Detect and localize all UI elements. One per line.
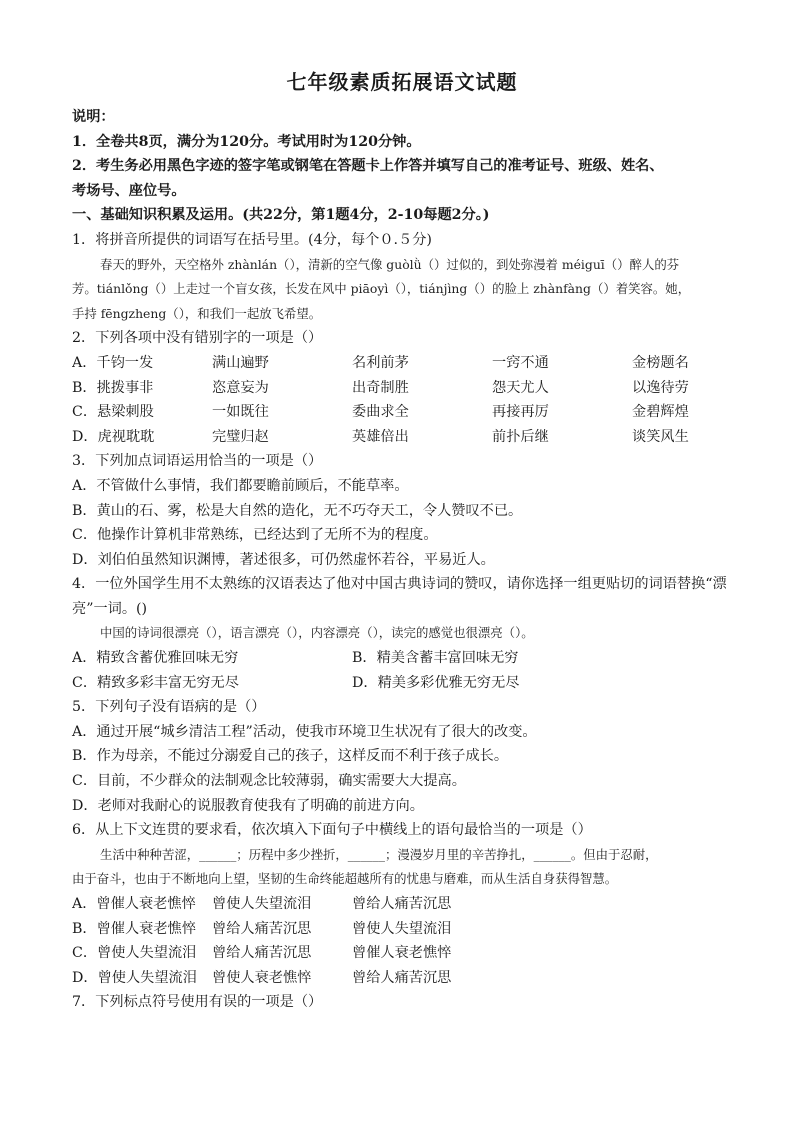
question-5-option-d: D．老师对我耐心的说服教育使我有了明确的前进方向。 bbox=[72, 797, 424, 814]
question-2-options bbox=[72, 351, 732, 449]
instruction-item-1: 1．全卷共8页，满分为120分。考试用时为120分钟。 bbox=[72, 133, 421, 150]
question-6-passage-line: 由于奋斗，也由于不断地向上望，坚韧的生命终能超越所有的忧患与磨难，而从生活自身获得智慧。 bbox=[72, 871, 618, 887]
option-cell: 曾催人衰老憔悴 bbox=[352, 945, 452, 962]
option-cell: 再接再厉 bbox=[492, 404, 549, 421]
option-cell: 曾使人衰老憔悴 bbox=[212, 969, 312, 986]
option-cell: 一窍不通 bbox=[492, 354, 549, 371]
option-cell: 金碧辉煌 bbox=[632, 404, 689, 421]
option-cell: 谈笑风生 bbox=[632, 428, 689, 445]
question-3-option-d: D．刘伯伯虽然知识渊博，著述很多，可仍然虚怀若谷，平易近人。 bbox=[72, 551, 495, 568]
page-title: 七年级素质拓展语文试题 bbox=[286, 70, 518, 94]
question-5-option-a: A．通过开展“城乡清洁工程”活动，使我市环境卫生状况有了很大的改变。 bbox=[72, 723, 537, 740]
question-1-stem: 1．将拼音所提供的词语写在括号里。(4分，每个０.５分) bbox=[72, 231, 432, 248]
option-cell: D．曾使人失望流泪 bbox=[72, 969, 197, 986]
question-2-stem: 2．下列各项中没有错别字的一项是（） bbox=[72, 330, 323, 347]
question-5-option-b: B．作为母亲，不能过分溺爱自己的孩子，这样反而不利于孩子成长。 bbox=[72, 748, 509, 765]
option-cell: 英雄倍出 bbox=[352, 428, 409, 445]
option-cell: A．千钧一发 bbox=[72, 354, 154, 371]
question-6-options bbox=[72, 892, 732, 990]
option-cell: 完璧归赵 bbox=[212, 428, 269, 445]
question-1-passage-line: 手持 fēngzheng（），和我们一起放飞希望。 bbox=[72, 305, 322, 321]
option-cell: 曾给人痛苦沉思 bbox=[352, 896, 452, 912]
option-cell: 金榜题名 bbox=[632, 354, 689, 371]
question-4-stem-cont: 亮”一词。() bbox=[72, 600, 148, 617]
question-6-passage-line: 生活中种种苦涩，______；历程中多少挫折，______；漫漫岁月里的辛苦挣扎，______。但由于忍耐， bbox=[100, 846, 658, 862]
question-4-option-a: A．精致含蓄优雅回味无穷 bbox=[72, 650, 239, 667]
option-cell: 委曲求全 bbox=[352, 404, 409, 421]
question-3-option-a: A．不管做什么事情，我们都要瞻前顾后，不能草率。 bbox=[72, 477, 409, 494]
option-cell: 恣意妄为 bbox=[212, 379, 269, 396]
option-cell: 出奇制胜 bbox=[352, 379, 409, 396]
instruction-item-2: 2．考生务必用黑色字迹的签字笔或钢笔在答题卡上作答并填写自己的准考证号、班级、姓名、 bbox=[72, 158, 664, 175]
instructions-heading: 说明： bbox=[72, 109, 115, 125]
option-cell: C．曾使人失望流泪 bbox=[72, 945, 197, 962]
question-5-option-c: C．目前，不少群众的法制观念比较薄弱，确实需要大大提高。 bbox=[72, 773, 466, 790]
question-3-stem: 3．下列加点词语运用恰当的一项是（） bbox=[72, 453, 323, 470]
option-cell: B．挑拨事非 bbox=[72, 379, 154, 396]
question-4-stem: 4．一位外国学生用不太熟练的汉语表达了他对中国古典诗词的赞叹，请你选择一组更贴切的词语替换“漂 bbox=[72, 576, 727, 593]
question-5-stem: 5．下列句子没有语病的是（） bbox=[72, 699, 266, 716]
option-cell: D．虎视耽耽 bbox=[72, 428, 155, 445]
question-3-option-c: C．他操作计算机非常熟练，已经达到了无所不为的程度。 bbox=[72, 527, 438, 544]
option-cell: 曾给人痛苦沉思 bbox=[212, 920, 312, 937]
instruction-item-2-cont: 考场号、座位号。 bbox=[72, 182, 186, 199]
section-heading: 一、基础知识积累及运用。(共22分，第1题4分，2-10每题2分。) bbox=[72, 207, 490, 224]
question-1-passage-line: 春天的野外，天空格外 zhànlán（），清新的空气像 guòlǜ（）过似的，到处弥漫着 méiguī（）醉人的芬 bbox=[100, 256, 680, 272]
option-cell: 前扑后继 bbox=[492, 428, 549, 445]
option-cell: 满山遍野 bbox=[212, 354, 269, 371]
option-cell: C．悬梁刺股 bbox=[72, 404, 154, 421]
option-cell: 曾使人失望流泪 bbox=[212, 896, 312, 912]
option-cell: 怨天尤人 bbox=[492, 379, 549, 396]
question-4-options bbox=[72, 646, 732, 695]
option-cell: B．曾催人衰老憔悴 bbox=[72, 920, 196, 937]
question-4-option-d: D．精美多彩优雅无穷无尽 bbox=[352, 674, 520, 691]
option-cell: 名利前茅 bbox=[352, 354, 409, 371]
question-6-stem: 6．从上下文连贯的要求看，依次填入下面句子中横线上的语句最恰当的一项是（） bbox=[72, 822, 592, 839]
question-7-stem: 7．下列标点符号使用有误的一项是（） bbox=[72, 994, 323, 1011]
question-4-option-b: B．精美含蓄丰富回味无穷 bbox=[352, 650, 519, 667]
option-cell: A．曾催人衰老憔悴 bbox=[72, 896, 196, 912]
question-4-passage: 中国的诗词很漂亮（），语言漂亮（），内容漂亮（），读完的感觉也很漂亮（）。 bbox=[100, 625, 534, 641]
option-cell: 一如既往 bbox=[212, 404, 269, 421]
question-1-passage-line: 芳。tiánlǒng（）上走过一个盲女孩，长发在风中 piāoyì（），tiánjìng（）的脸上 zhànfàng（）着笑容。她， bbox=[72, 281, 691, 297]
exam-page bbox=[72, 60, 732, 1015]
question-3-option-b: B．黄山的石、雾，松是大自然的造化，无不巧夺天工，令人赞叹不已。 bbox=[72, 502, 523, 519]
option-cell: 曾给人痛苦沉思 bbox=[212, 945, 312, 962]
question-4-option-c: C．精致多彩丰富无穷无尽 bbox=[72, 674, 239, 691]
option-cell: 曾使人失望流泪 bbox=[352, 920, 452, 937]
option-cell: 曾给人痛苦沉思 bbox=[352, 969, 452, 986]
option-cell: 以逸待劳 bbox=[632, 379, 689, 396]
